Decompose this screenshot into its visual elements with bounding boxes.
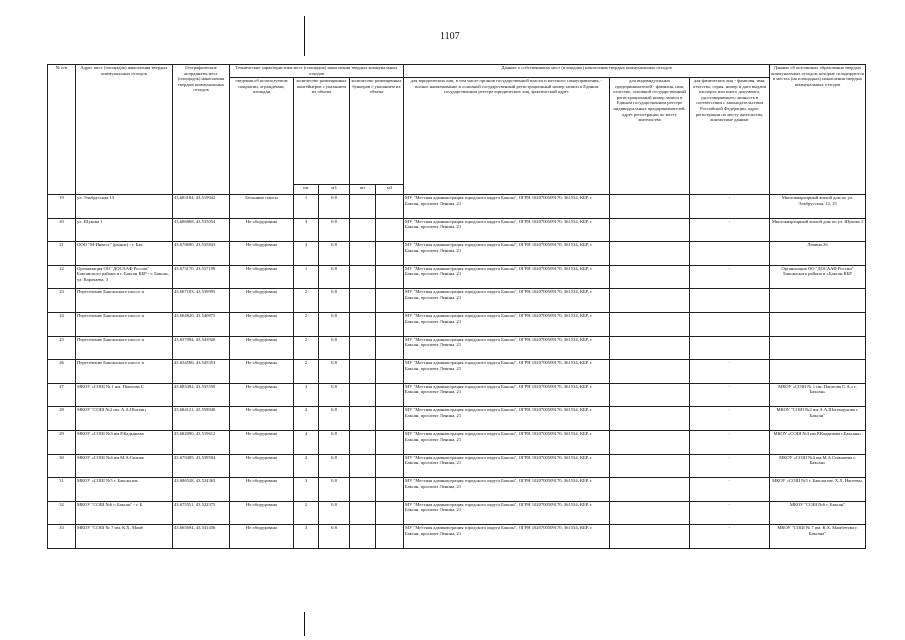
row-owner-phys: -: [690, 454, 770, 478]
row-container-count: 1: [294, 195, 319, 219]
row-container-volume: 0,8: [319, 525, 350, 549]
row-owner-legal: МУ "Местная администрация городского округа Баксан", ОГРН 1020700509170, 361534, КБР, г. Баксан, проспект Ленина, 21: [404, 525, 610, 549]
row-bunker-count: [350, 478, 376, 502]
row-container-count: 2: [294, 289, 319, 313]
row-owner-ip: [610, 454, 690, 478]
row-sources: [770, 289, 866, 313]
row-container-volume: 0,8: [319, 218, 350, 242]
row-owner-legal: МУ "Местная администрация городского округа Баксан", ОГРН 1020700509170, 361534, КБР, г. Баксан, проспект Ленина, 21: [404, 360, 610, 384]
row-bunker-count: [350, 218, 376, 242]
row-owner-phys: [690, 336, 770, 360]
row-container-volume: 0,8: [319, 501, 350, 525]
row-container-count: 3: [294, 478, 319, 502]
row-number: 27: [48, 383, 76, 407]
row-container-count: 3: [294, 383, 319, 407]
row-owner-ip: [610, 289, 690, 313]
row-bunker-count: [350, 430, 376, 454]
header-tech-containers: количество размещенных контейнеров с указанием их объема: [294, 78, 350, 185]
row-coordinates: 43.667183, 43.539995: [173, 289, 230, 313]
row-owner-legal: МУ "Местная администрация городского округа Баксан", ОГРН 1020700509170, 361534, КБР, г. Баксан, проспект Ленина, 21: [404, 336, 610, 360]
row-number: 31: [48, 478, 76, 502]
row-container-count: 3: [294, 218, 319, 242]
row-sources: МКОУ "СОШ №6 г. Баксан": [770, 501, 866, 525]
row-owner-legal: МУ "Местная администрация городского округа Баксан", ОГРН 1020700509170, 361534, КБР, г. Баксан, проспект Ленина, 21: [404, 501, 610, 525]
row-owner-phys: -: [690, 265, 770, 289]
row-container-volume: 0,8: [319, 289, 350, 313]
table-body: [48, 195, 866, 549]
row-owner-phys: -: [690, 407, 770, 431]
row-bunker-count: [350, 265, 376, 289]
row-owner-ip: [610, 195, 690, 219]
row-number: 20: [48, 218, 76, 242]
table-row: [48, 312, 866, 336]
row-cover: Не оборудована: [230, 312, 294, 336]
table-row: [48, 407, 866, 431]
row-sources: [770, 360, 866, 384]
row-coordinates: 43.685492, 43.535550: [173, 383, 230, 407]
row-cover: Не оборудована: [230, 383, 294, 407]
header-num: № п/п: [48, 65, 76, 195]
row-coordinates: 43.683184, 43.519042: [173, 195, 230, 219]
header-tech-cover: сведения об используемом покрытии, ограждении, площади: [230, 78, 294, 195]
row-number: 19: [48, 195, 76, 219]
row-address: Пересечение Баксанского шоссе и: [76, 336, 173, 360]
row-sources: МКОУ "СОШ №2 им А.А.Шогенцукова г. Баксан": [770, 407, 866, 431]
table-row: [48, 289, 866, 313]
row-container-count: 2: [294, 336, 319, 360]
row-owner-ip: [610, 478, 690, 502]
row-container-count: 3: [294, 242, 319, 266]
waste-sites-register-table: [47, 64, 866, 549]
row-owner-ip: [610, 242, 690, 266]
unit-m3: м3: [319, 185, 350, 195]
row-address: Организация ОО "ДОСААФ России" Баксанского района и г. Баксан КБР - г. Баксан, ул. Карачаева, 3: [76, 265, 173, 289]
row-address: МКОУ «СОШ №3 им.Р.Кадышева: [76, 430, 173, 454]
row-coordinates: 43.657094, 43.543926: [173, 336, 230, 360]
row-coordinates: 43.686868, 43.535054: [173, 218, 230, 242]
row-container-volume: 0,8: [319, 430, 350, 454]
table-row: [48, 383, 866, 407]
row-cover: Не оборудована: [230, 289, 294, 313]
row-owner-ip: [610, 383, 690, 407]
row-owner-ip: [610, 501, 690, 525]
row-bunker-count: [350, 501, 376, 525]
table-row: [48, 525, 866, 549]
row-bunker-volume: [376, 242, 404, 266]
row-bunker-volume: [376, 407, 404, 431]
table-row: [48, 336, 866, 360]
row-cover: Не оборудована: [230, 478, 294, 502]
row-bunker-volume: [376, 289, 404, 313]
row-container-count: 2: [294, 454, 319, 478]
row-coordinates: 43.679485, 43.539504: [173, 454, 230, 478]
row-container-volume: 0,8: [319, 312, 350, 336]
header-owners-phys: для физических лиц - фамилия, имя, отчество, серия, номер и дата выдачи паспорта или иного документа, удостоверяющего личность в соответствии с законодательством Российской Федерации, адрес регистрации по месту жительства, контактные данные: [690, 78, 770, 195]
row-cover: Не оборудована: [230, 218, 294, 242]
row-owner-legal: МУ "Местная администрация городского округа Баксан", ОГРН 1020700509170, 361534, КБР, г. Баксан, проспект Ленина, 21: [404, 195, 610, 219]
row-cover: Не оборудована: [230, 430, 294, 454]
row-container-volume: 0,8: [319, 336, 350, 360]
table-row: [48, 501, 866, 525]
row-sources: Организация ОО "ДОСААФ России" Баксанского района и г.Баксан КБР: [770, 265, 866, 289]
row-bunker-volume: [376, 312, 404, 336]
row-address: МКОУ «СОШ №5 г. Баксан им.: [76, 478, 173, 502]
row-bunker-volume: [376, 478, 404, 502]
header-owners-ip: для индивидуальных предпринимателей - фамилия, имя, отчество, основной государственный регистрационный номер записи в Едином государственном реестре индивидуальных предпринимателей, адрес регистрации по месту жительства: [610, 78, 690, 195]
table-row: [48, 478, 866, 502]
row-container-count: 3: [294, 525, 319, 549]
row-number: 25: [48, 336, 76, 360]
row-number: 28: [48, 407, 76, 431]
row-address: МКОУ "СОШ №2 им. А.А.Шогенц: [76, 407, 173, 431]
header-owners: Данные о собственниках мест (площадок) накопления твердых коммунальных отходов: [404, 65, 770, 78]
row-owner-phys: -: [690, 501, 770, 525]
row-cover: Не оборудована: [230, 501, 294, 525]
row-coordinates: 43.678690, 43.535843: [173, 242, 230, 266]
row-owner-phys: -: [690, 525, 770, 549]
row-address: ул. Шукова 1: [76, 218, 173, 242]
margin-mark: [304, 612, 305, 636]
row-owner-legal: МУ "Местная администрация городского округа Баксан", ОГРН 1020700509170, 361534, КБР, г. Баксан, проспект Ленина, 21: [404, 265, 610, 289]
row-bunker-volume: [376, 195, 404, 219]
row-owner-ip: [610, 525, 690, 549]
row-address: ООО "М-Инвест" (рынок) - г. Бак: [76, 242, 173, 266]
row-container-volume: 0,8: [319, 454, 350, 478]
row-number: 29: [48, 430, 76, 454]
unit-pcs: шт: [294, 185, 319, 195]
row-bunker-volume: [376, 501, 404, 525]
table-row: [48, 360, 866, 384]
row-cover: Не оборудована: [230, 454, 294, 478]
row-sources: Многоквартирный жилой дом по ул. Шукова 1: [770, 218, 866, 242]
header-tech: Технические характеристики мест (площадок) накопления твердых коммунальных отходов: [230, 65, 404, 78]
row-owner-phys: -: [690, 430, 770, 454]
row-coordinates: 43.664820, 43.540875: [173, 312, 230, 336]
row-bunker-count: [350, 525, 376, 549]
row-cover: Не оборудована: [230, 360, 294, 384]
table-row: [48, 218, 866, 242]
row-coordinates: 43.654586, 43.545353: [173, 360, 230, 384]
row-owner-legal: МУ "Местная администрация городского округа Баксан", ОГРН 1020700509170, 361534, КБР, г. Баксан, проспект Ленина, 21: [404, 383, 610, 407]
row-container-volume: 0,8: [319, 195, 350, 219]
row-cover: Не оборудована: [230, 336, 294, 360]
row-container-volume: 0,8: [319, 265, 350, 289]
row-sources: [770, 336, 866, 360]
row-number: 23: [48, 289, 76, 313]
row-bunker-volume: [376, 383, 404, 407]
row-address: ул. Эльбрусская 13: [76, 195, 173, 219]
row-bunker-count: [350, 360, 376, 384]
header-tech-bunkers: количество размещенных бункеров с указанием их объема: [350, 78, 404, 185]
row-bunker-count: [350, 407, 376, 431]
row-container-volume: 0,8: [319, 407, 350, 431]
row-owner-legal: МУ "Местная администрация городского округа Баксан", ОГРН 1020700509170, 361534, КБР, г. Баксан, проспект Ленина, 21: [404, 289, 610, 313]
row-coordinates: 43.686528, 43.524365: [173, 478, 230, 502]
header-geo: Географические координаты мест (площадок) накопления твердых коммунальных отходов: [173, 65, 230, 195]
row-owner-ip: [610, 312, 690, 336]
row-container-volume: 0,8: [319, 360, 350, 384]
row-sources: МКОУ «СОШ №5 г. Баксан им. Х.Х. Нагоева»: [770, 478, 866, 502]
row-owner-legal: МУ "Местная администрация городского округа Баксан", ОГРН 1020700509170, 361534, КБР, г. Баксан, проспект Ленина, 21: [404, 478, 610, 502]
row-container-count: 2: [294, 312, 319, 336]
row-owner-legal: МУ "Местная администрация городского округа Баксан", ОГРН 1020700509170, 361534, КБР, г. Баксан, проспект Ленина, 21: [404, 454, 610, 478]
row-sources: Многоквартирный жилой дом по ул. Эльбрусская, 13, 15: [770, 195, 866, 219]
row-bunker-volume: [376, 360, 404, 384]
table-row: [48, 195, 866, 219]
row-container-count: 2: [294, 360, 319, 384]
row-container-volume: 0,8: [319, 242, 350, 266]
row-bunker-volume: [376, 525, 404, 549]
row-container-count: 2: [294, 501, 319, 525]
row-sources: [770, 312, 866, 336]
row-bunker-count: [350, 195, 376, 219]
row-number: 22: [48, 265, 76, 289]
row-owner-legal: МУ "Местная администрация городского округа Баксан", ОГРН 1020700509170, 361534, КБР, г. Баксан, проспект Ленина, 21: [404, 312, 610, 336]
row-bunker-volume: [376, 336, 404, 360]
row-cover: Не оборудована: [230, 242, 294, 266]
row-owner-ip: [610, 265, 690, 289]
row-owner-legal: МУ "Местная администрация городского округа Баксан", ОГРН 1020700509170, 361534, КБР, г. Баксан, проспект Ленина, 21: [404, 430, 610, 454]
row-bunker-count: [350, 336, 376, 360]
table-row: [48, 454, 866, 478]
unit-m3: м3: [376, 185, 404, 195]
row-coordinates: 43.682090, 43.519612: [173, 430, 230, 454]
margin-mark: [304, 16, 305, 56]
row-owner-phys: -: [690, 195, 770, 219]
row-owner-ip: [610, 407, 690, 431]
row-owner-ip: [610, 336, 690, 360]
row-address: Пересечение Баксанского шоссе и: [76, 312, 173, 336]
row-number: 26: [48, 360, 76, 384]
row-bunker-count: [350, 383, 376, 407]
row-bunker-count: [350, 289, 376, 313]
row-cover: Не оборудована: [230, 265, 294, 289]
row-owner-ip: [610, 218, 690, 242]
row-address: МКОУ "СОШ №6 г. Баксан" - г. Б: [76, 501, 173, 525]
row-owner-phys: [690, 312, 770, 336]
row-bunker-volume: [376, 265, 404, 289]
row-address: МКОУ "СОШ № 7 им. К.Х. Мамб: [76, 525, 173, 549]
row-sources: МКОУ «СОШ №3 им.Р.Кадышева г.Баксана»: [770, 430, 866, 454]
row-owner-phys: [690, 289, 770, 313]
unit-pcs: шт: [350, 185, 376, 195]
row-owner-legal: МУ "Местная администрация городского округа Баксан", ОГРН 1020700509170, 361534, КБР, г. Баксан, проспект Ленина, 21: [404, 242, 610, 266]
row-number: 30: [48, 454, 76, 478]
row-bunker-volume: [376, 218, 404, 242]
row-container-volume: 0,8: [319, 383, 350, 407]
row-bunker-volume: [376, 454, 404, 478]
row-bunker-volume: [376, 430, 404, 454]
row-container-count: 2: [294, 407, 319, 431]
table-row: [48, 265, 866, 289]
row-coordinates: 43.665694, 43.541456: [173, 525, 230, 549]
row-cover: Не оборудована: [230, 407, 294, 431]
header-owners-legal: для юридических лиц, в том числе органов государственной власти и местного самоуправления, - полное наименование и основной государственный регистрационный номер записи в Едином государственном реестре юридических лиц, фактический адрес: [404, 78, 610, 195]
row-number: 21: [48, 242, 76, 266]
row-bunker-count: [350, 312, 376, 336]
row-container-count: 4: [294, 430, 319, 454]
row-sources: Ленина 26: [770, 242, 866, 266]
header-sources: Данные об источниках образования твердых коммунальных отходов, которые складируются в местах (на площадках) накопления твердых коммунальных отходов: [770, 65, 866, 195]
row-address: МКОУ «СОШ №4 им.М.А.Сижаж: [76, 454, 173, 478]
row-bunker-count: [350, 242, 376, 266]
row-address: Пересечение Баксанского шоссе и: [76, 289, 173, 313]
row-owner-phys: -: [690, 383, 770, 407]
row-number: 32: [48, 501, 76, 525]
row-owner-ip: [610, 360, 690, 384]
row-sources: МКОУ «СОШ № 1 им. Пашгова С.А.» г. Баксан»: [770, 383, 866, 407]
row-owner-phys: -: [690, 360, 770, 384]
table-row: [48, 430, 866, 454]
row-coordinates: 43.675551, 43.522375: [173, 501, 230, 525]
row-bunker-count: [350, 454, 376, 478]
row-sources: МКОУ «СОШ №4 им.М.А.Сижажева г. Баксан»: [770, 454, 866, 478]
page-number: 1107: [440, 31, 460, 42]
row-coordinates: 43.684121, 43.558940: [173, 407, 230, 431]
row-owner-phys: [690, 242, 770, 266]
row-owner-legal: МУ "Местная администрация городского округа Баксан", ОГРН 1020700509170, 361534, КБР, г. Баксан, проспект Ленина, 21: [404, 407, 610, 431]
row-owner-ip: [610, 430, 690, 454]
row-number: 33: [48, 525, 76, 549]
table-row: [48, 242, 866, 266]
row-owner-phys: -: [690, 218, 770, 242]
row-address: Пересечение Баксанского шоссе и: [76, 360, 173, 384]
row-owner-phys: -: [690, 478, 770, 502]
row-cover: Не оборудована: [230, 525, 294, 549]
row-sources: МКОУ "СОШ № 7 им. К.Х. Мамбетова г. Баксана": [770, 525, 866, 549]
row-cover: Бетонные плиты: [230, 195, 294, 219]
row-container-count: 1: [294, 265, 319, 289]
row-coordinates: 43.673170, 43.537199: [173, 265, 230, 289]
row-address: МКОУ «СОШ № 1 им. Пашгова С: [76, 383, 173, 407]
row-number: 24: [48, 312, 76, 336]
header-address: Адрес мест (площадок) накопления твердых коммунальных отходов: [76, 65, 173, 195]
row-container-volume: 0,8: [319, 478, 350, 502]
row-owner-legal: МУ "Местная администрация городского округа Баксан", ОГРН 1020700509170, 361534, КБР, г. Баксан, проспект Ленина, 21: [404, 218, 610, 242]
